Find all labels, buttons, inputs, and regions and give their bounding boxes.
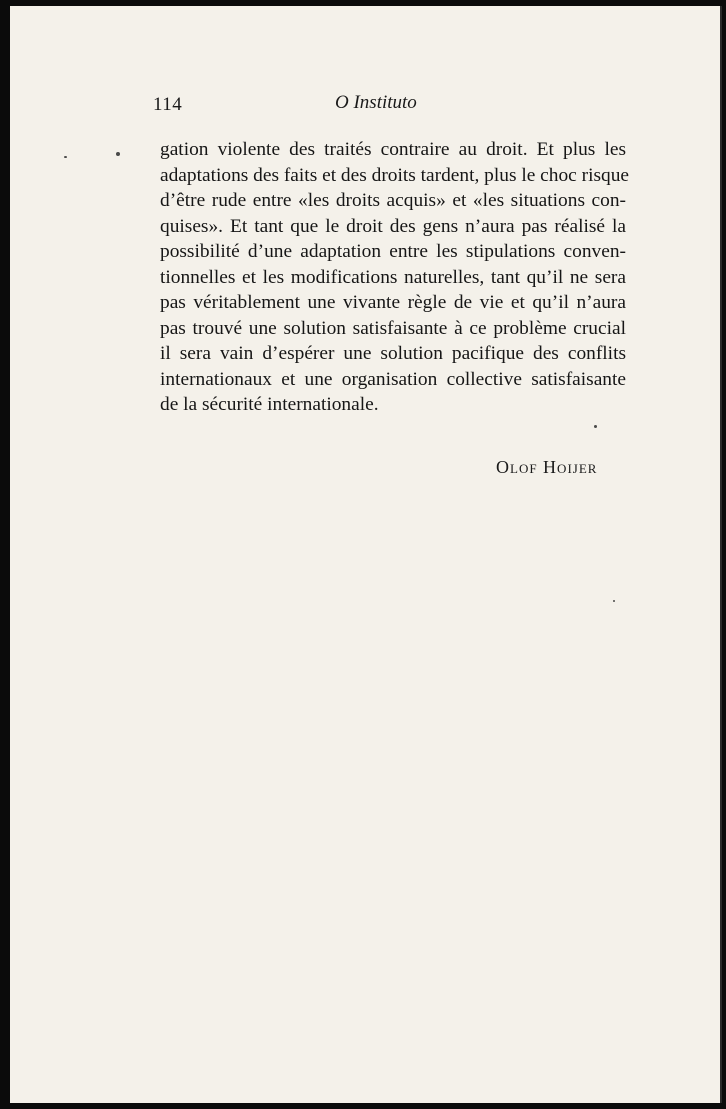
text-line: de la sécurité internationale. <box>160 394 379 415</box>
page-sheet <box>10 6 722 1103</box>
text-line: gation violente des traités contraire au droit. Et plus les <box>160 139 626 160</box>
text-line: pas trouvé une solution satisfaisante à ce problème crucial <box>160 317 626 339</box>
text-line: internationaux et une organisation collective satisfaisante <box>160 368 626 390</box>
body-paragraph <box>160 137 630 418</box>
text-line: possibilité d’une adaptation entre les stipulations conven- <box>160 241 626 262</box>
paper-speck <box>64 156 67 158</box>
text-line: pas véritablement une vivante règle de vie et qu’il n’aura <box>160 292 626 313</box>
text-line: adaptations des faits et des droits tardent, plus le choc risque <box>160 164 630 186</box>
paper-speck <box>116 152 120 156</box>
text-line: il sera vain d’espérer une solution pacifique des conflits <box>160 343 626 364</box>
paper-speck <box>613 600 615 602</box>
running-title: O Instituto <box>335 92 417 113</box>
page-header <box>153 94 619 118</box>
page-number: 114 <box>153 94 183 115</box>
paper-speck <box>594 425 597 428</box>
text-line: d’être rude entre «les droits acquis» et «les situations con- <box>160 190 626 211</box>
text-line: quises». Et tant que le droit des gens n’aura pas réalisé la <box>160 215 626 237</box>
author-signature: Olof Hoijer <box>496 457 598 477</box>
text-line: tionnelles et les modifications naturelles, tant qu’il ne sera <box>160 266 626 288</box>
